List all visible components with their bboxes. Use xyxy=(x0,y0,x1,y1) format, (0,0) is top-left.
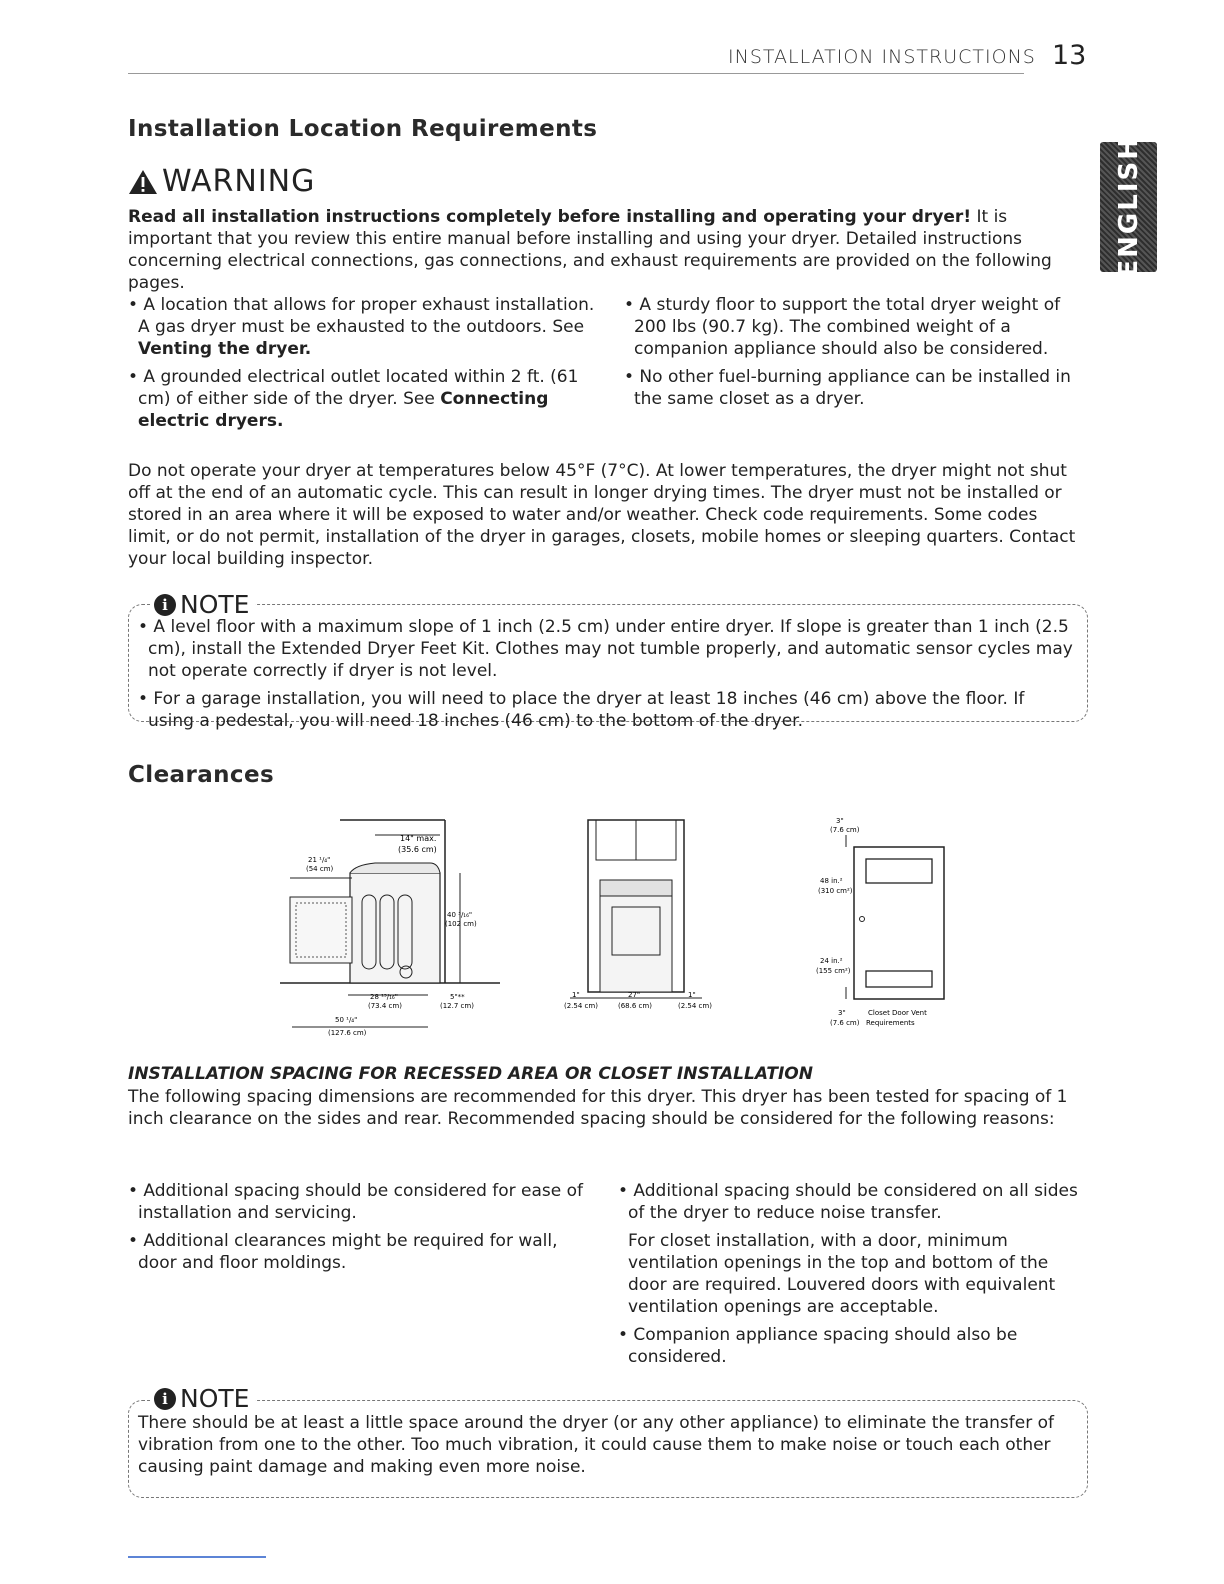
dimension-label: (2.54 cm) xyxy=(564,1002,598,1010)
closet-door-vent-diagram xyxy=(810,815,960,1030)
page-number: 13 xyxy=(1052,40,1087,71)
note-label: NOTE xyxy=(180,1384,250,1413)
list-item: • For a garage installation, you will need to place the dryer at least 18 inches (46 cm) above the floor. If using a pedestal, you will need 18 inches (46 cm) to the bottom of the dryer. xyxy=(138,689,1025,731)
dimension-label: (73.4 cm) xyxy=(368,1002,402,1010)
list-item: • Additional spacing should be considered for ease of installation and servicing. xyxy=(128,1181,584,1223)
note-heading xyxy=(150,590,255,619)
header-divider xyxy=(128,73,1024,74)
list-item: • Additional spacing should be considered on all sides of the dryer to reduce noise transfer. xyxy=(618,1181,1078,1223)
dimension-label: 1" xyxy=(688,991,696,999)
side-clearance-diagram xyxy=(280,815,500,1040)
dimension-label: (102 cm) xyxy=(445,920,477,928)
warning-bold-text: Read all installation instructions completely before installing and operating your dryer! xyxy=(128,207,972,227)
dimension-label: 24 in.² xyxy=(820,957,843,965)
spacing-paragraph: The following spacing dimensions are recommended for this dryer. This dryer has been tested for spacing of 1 inch clearance on the sides and rear. Recommended spacing should be considered for the following reasons: xyxy=(128,1087,1068,1129)
note-vibration-text: There should be at least a little space around the dryer (or any other appliance) to eliminate the transfer of vibration from one to the other. Too much vibration, it could cause them to make noise or touch each other causing paint damage and making even more noise. xyxy=(138,1413,1054,1477)
note-label: NOTE xyxy=(180,590,250,619)
spacing-bullets-left xyxy=(128,1180,588,1280)
warning-heading xyxy=(128,164,315,199)
diagram-caption: Closet Door Vent xyxy=(868,1009,927,1017)
note-bullets xyxy=(138,616,1074,738)
dimension-label: (54 cm) xyxy=(306,865,334,873)
warning-triangle-icon xyxy=(128,169,158,195)
section-title-location: Installation Location Requirements xyxy=(128,116,598,142)
info-icon: i xyxy=(154,594,176,616)
dimension-label: (12.7 cm) xyxy=(440,1002,474,1010)
temperature-paragraph: Do not operate your dryer at temperatures below 45°F (7°C). At lower temperatures, the dryer might not shut off at the end of an automatic cycle. This can result in longer drying times. The dryer must not be installed or stored in an area where it will be exposed to water and/or weather. Check code requirements. Some codes limit, or do not permit, installation of the dryer in garages, closets, mobile homes or sleeping quarters. Contact your local building inspector. xyxy=(128,461,1076,569)
language-tab xyxy=(1100,136,1157,278)
running-header: INSTALLATION INSTRUCTIONS xyxy=(728,46,1036,68)
list-item: • A sturdy floor to support the total dryer weight of 200 lbs (90.7 kg). The combined weight of a companion appliance should also be considered. xyxy=(624,295,1061,359)
dimension-label: 28 ¹⁵/₁₆" xyxy=(370,993,398,1001)
list-item: • A grounded electrical outlet located within 2 ft. (61 cm) of either side of the dryer. See Connecting electric dryers. xyxy=(128,367,579,431)
list-item: • A level floor with a maximum slope of 1 inch (2.5 cm) under entire dryer. If slope is greater than 1 inch (2.5 cm), install the Extended Dryer Feet Kit. Clothes may not tumble properly, and automatic sensor cycles may not operate correctly if dryer is not level. xyxy=(138,617,1073,681)
dimension-label: (7.6 cm) xyxy=(830,826,860,834)
dimension-label: (35.6 cm) xyxy=(398,845,437,854)
warning-title: WARNING xyxy=(162,164,316,199)
language-tab-label: ENGLISH xyxy=(1113,136,1144,278)
warning-paragraph xyxy=(128,206,1058,294)
dimension-label: (2.54 cm) xyxy=(678,1002,712,1010)
info-icon: i xyxy=(154,1388,176,1410)
diagram-caption: Requirements xyxy=(866,1019,915,1027)
dimension-label: 27" xyxy=(628,991,641,999)
front-clearance-diagram xyxy=(560,815,720,1025)
dimension-label: 50 ¹/₄" xyxy=(335,1016,358,1024)
dimension-label: 3" xyxy=(838,1009,846,1017)
dimension-label: (310 cm²) xyxy=(818,887,853,895)
spacing-bullets-right xyxy=(618,1180,1078,1374)
location-bullets-left xyxy=(128,294,598,438)
dimension-label: 21 ¹/₄" xyxy=(308,856,331,864)
dimension-label: 1" xyxy=(572,991,580,999)
footer-link-line xyxy=(128,1556,266,1558)
dimension-label: (127.6 cm) xyxy=(328,1029,367,1037)
dimension-label: (68.6 cm) xyxy=(618,1002,652,1010)
list-item: For closet installation, with a door, minimum ventilation openings in the top and bottom of the door are required. Louvered doors with equivalent ventilation openings are acceptable. xyxy=(628,1231,1056,1317)
list-item: • Additional clearances might be required for wall, door and floor moldings. xyxy=(128,1231,558,1273)
location-bullets-right xyxy=(624,294,1094,416)
spacing-heading: INSTALLATION SPACING FOR RECESSED AREA OR CLOSET INSTALLATION xyxy=(128,1064,813,1084)
section-title-clearances: Clearances xyxy=(128,762,275,788)
dimension-label: (7.6 cm) xyxy=(830,1019,860,1027)
dimension-label: 40 ³/₁₆" xyxy=(447,911,473,919)
dimension-label: 48 in.² xyxy=(820,877,843,885)
dimension-label: 3" xyxy=(836,817,844,825)
list-item: • A location that allows for proper exhaust installation. A gas dryer must be exhausted to the outdoors. See Venting the dryer. xyxy=(128,295,595,359)
dimension-label: 5"** xyxy=(450,993,465,1001)
note-heading xyxy=(150,1384,255,1413)
dimension-label: 14" max. xyxy=(400,834,437,843)
dimension-label: (155 cm²) xyxy=(816,967,851,975)
list-item: • No other fuel-burning appliance can be installed in the same closet as a dryer. xyxy=(624,367,1071,409)
list-item: • Companion appliance spacing should also be considered. xyxy=(618,1325,1018,1367)
warning-body-text: It is important that you review this entire manual before installing and using your dryer. Detailed instructions concerning electrical connections, gas connections, and exhaust requirements are provided on the following pages. xyxy=(128,207,1052,293)
